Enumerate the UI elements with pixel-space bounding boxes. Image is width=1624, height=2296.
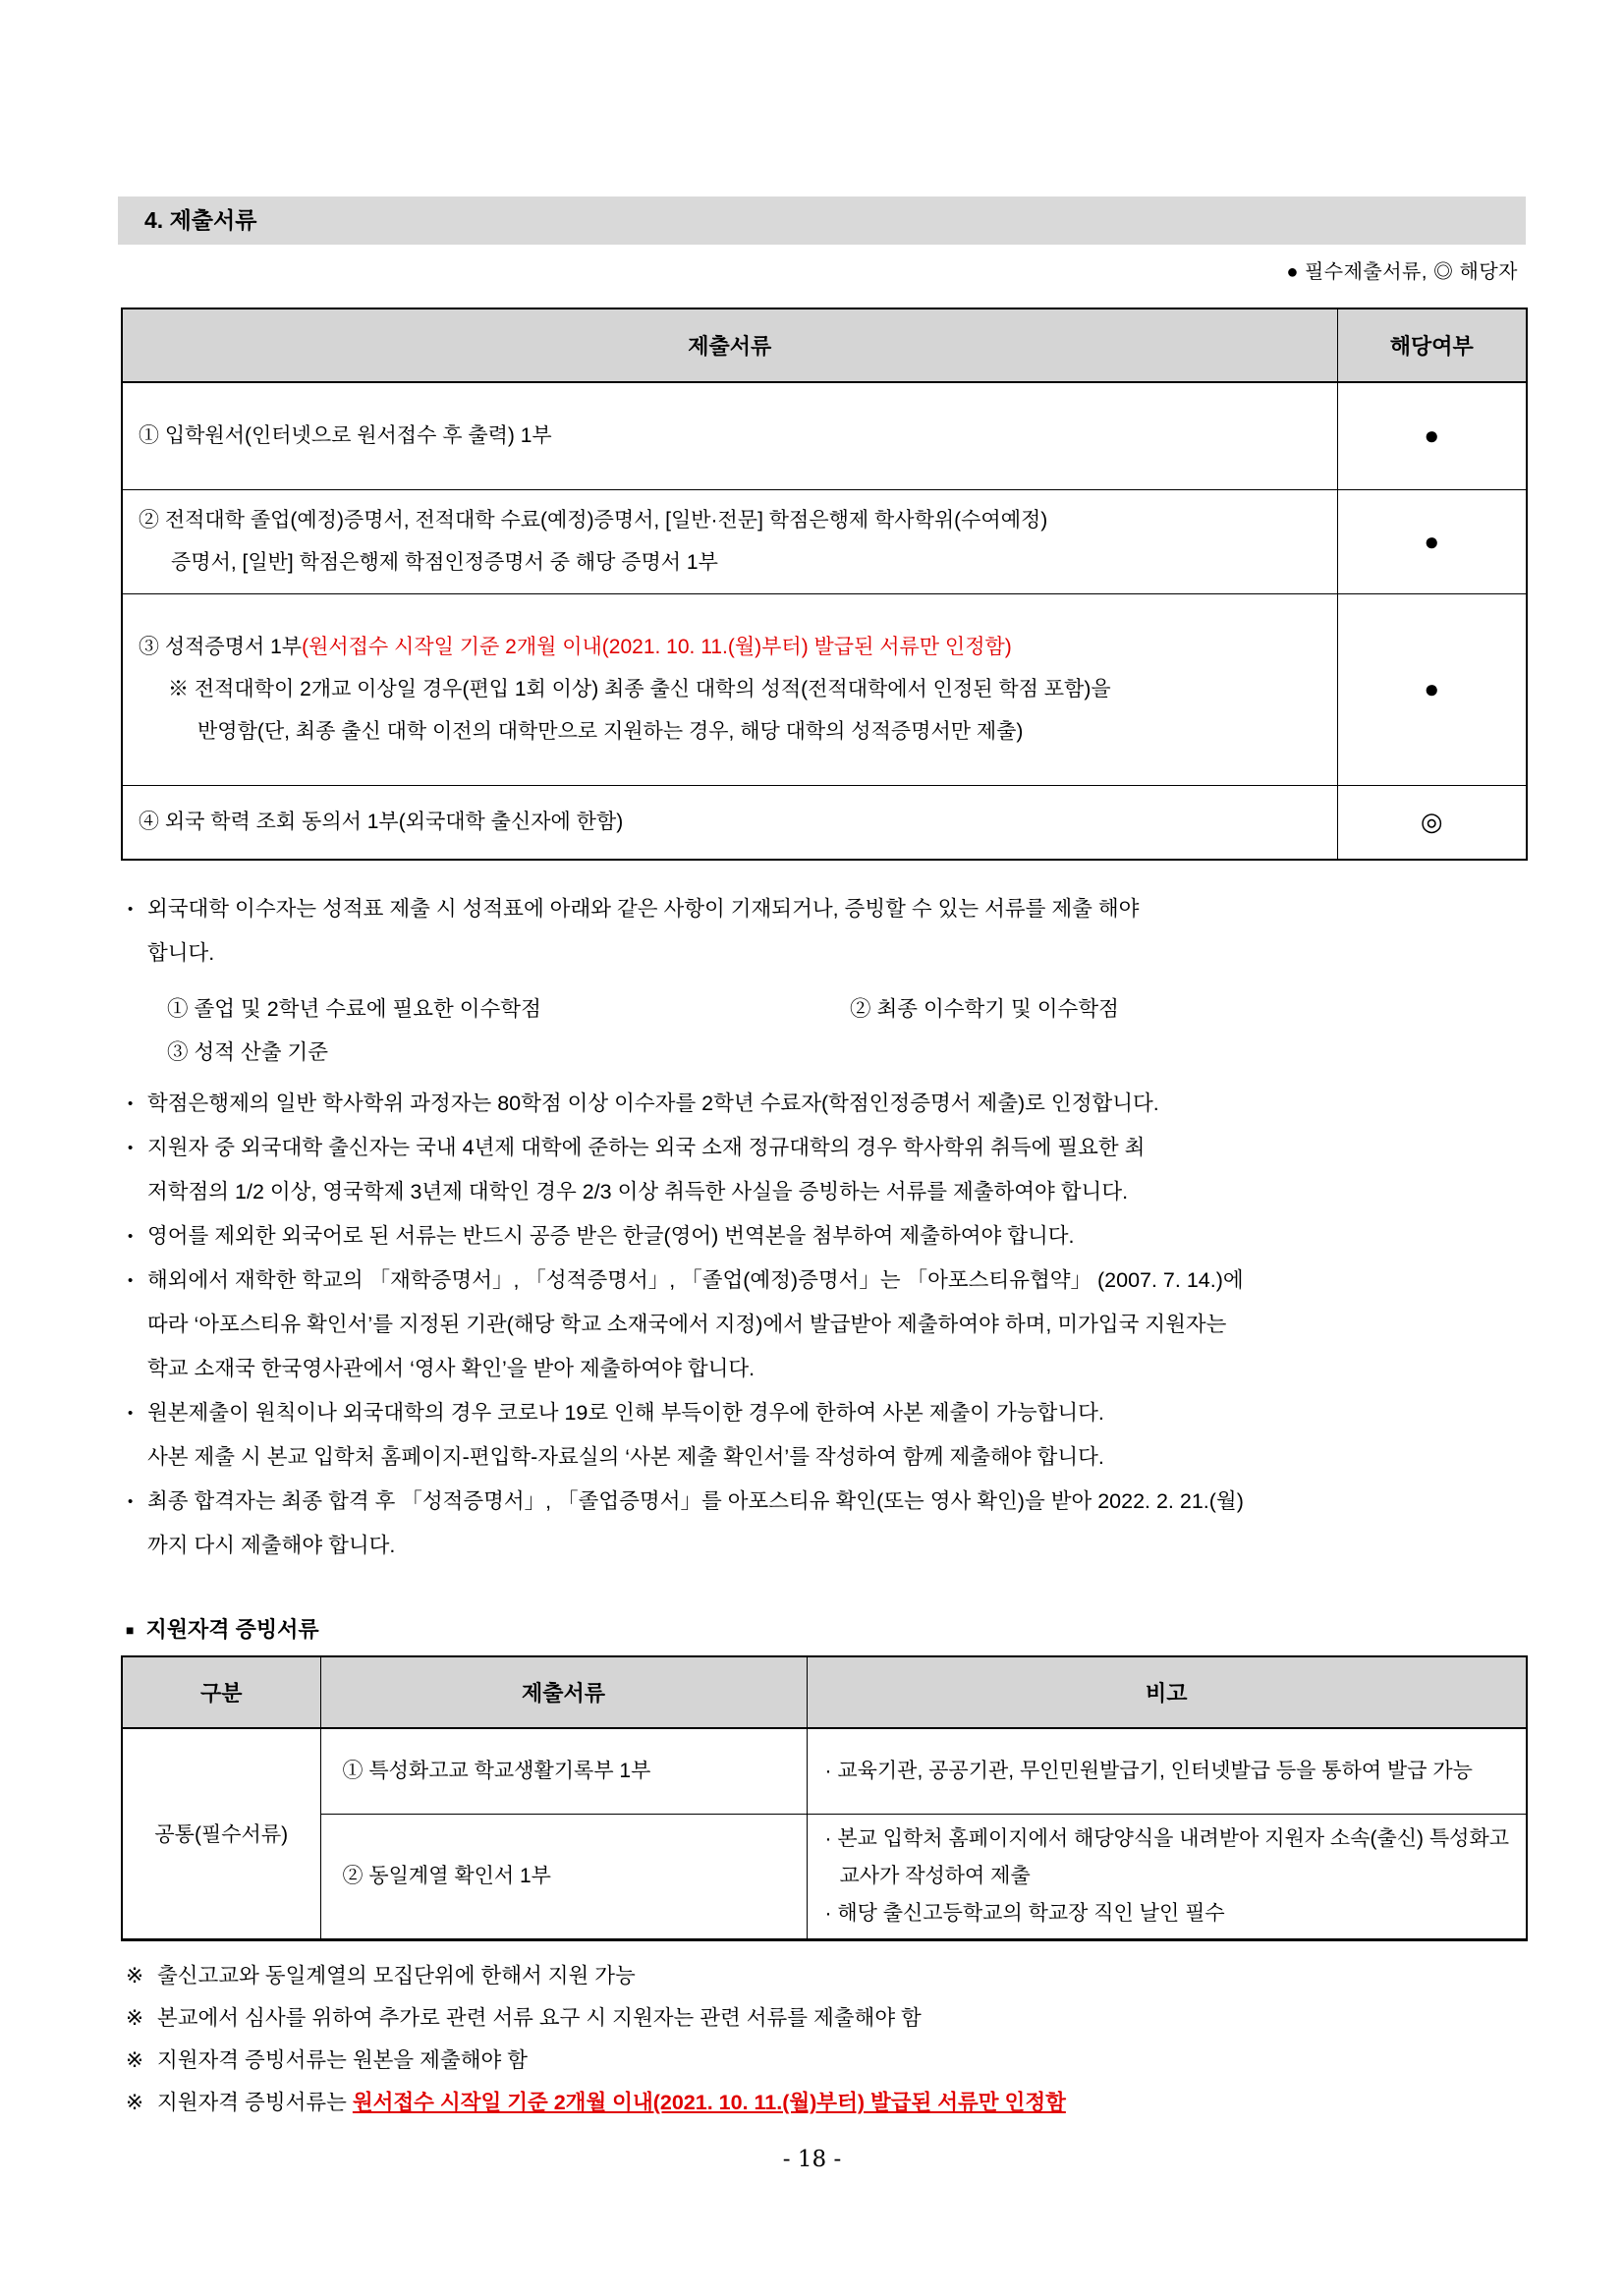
applicable-cell [1337,593,1527,785]
sub-item-row [167,987,1540,1031]
doc-cell [122,489,1337,593]
section2-heading [126,1613,319,1644]
list-item [126,1082,1540,1126]
doc-text [139,626,1321,668]
footnote-list [126,1955,1531,2124]
bullet-text: 학점은행제의 일반 학사학위 과정자는 80학점 이상 이수자를 2학년 수료자(학점인정증명서 제출)로 인정합니다. [147,1092,1159,1115]
legend-text: ● 필수제출서류, ◎ 해당자 [1286,261,1518,283]
doc-cell [122,382,1337,489]
table-row [122,382,1527,489]
list-item [126,1126,1540,1214]
remark-text: · 해당 출신고등학교의 학교장 직인 날인 필수 [824,1901,1225,1925]
bullet-icon: • [128,1405,134,1422]
table-row [122,1728,1527,1814]
submission-documents-table [121,308,1528,861]
bullet-icon: • [128,1095,134,1112]
group-cell: 공통(필수서류) [122,1728,320,1939]
remarks-cell [807,1814,1527,1939]
bullet-text: 최종 합격자는 최종 합격 후 「성적증명서」, 「졸업증명서」를 아포스티유 확인(또는 영사 확인)을 받아 2022. 2. 21.(월) [147,1489,1244,1513]
bullet-text: 지원자 중 외국대학 출신자는 국내 4년제 대학에 준하는 외국 소재 정규대학의 경우 학사학위 취득에 필요한 최 [147,1136,1146,1159]
doc-note: ※ 전적대학이 2개교 이상일 경우(편입 1회 이상) 최종 출신 대학의 성적(전적대학에서 인정된 학점 포함)을 [168,678,1111,700]
bullet-icon: • [128,901,134,918]
bullet-text: 까지 다시 제출해야 합니다. [147,1534,396,1557]
required-mark: ● [1424,526,1440,556]
doc-cell [122,785,1337,860]
doc-text: ① 입학원서(인터넷으로 원서접수 후 출력) 1부 [139,424,552,448]
bullet-text: 학교 소재국 한국영사관에서 ‘영사 확인’을 받아 제출하여야 합니다. [147,1357,756,1380]
doc-cell: ① 특성화고교 학교생활기록부 1부 [320,1728,807,1814]
bullet-text: 저학점의 1/2 이상, 영국학제 3년제 대학인 경우 2/3 이상 취득한 사실을 증빙하는 서류를 제출하여야 합니다. [147,1180,1129,1204]
sub-item: ③ 성적 산출 기준 [167,1040,329,1064]
bullet-icon: • [128,1228,134,1245]
list-item [126,1391,1540,1480]
footnote [126,1955,1531,1997]
footnote-text: 지원자격 증빙서류는 [157,2091,353,2114]
list-item [126,1259,1540,1391]
table2-header-category: 구분 [122,1656,320,1728]
reference-mark-icon: ※ [126,1964,144,1988]
reference-mark-icon: ※ [126,2048,144,2072]
sub-item: ② 최종 이수학기 및 이수학점 [850,997,1119,1021]
doc-text: ② 전적대학 졸업(예정)증명서, 전적대학 수료(예정)증명서, [일반·전문] 학점은행제 학사학위(수여예정) [139,509,1048,532]
notes-bullet-list [126,887,1540,1568]
doc-text-red: (원서접수 시작일 기준 2개월 이내(2021. 10. 11.(월)부터) 발급된 서류만 인정함) [302,636,1012,658]
doc-cell [122,593,1337,785]
bullet-text: 영어를 제외한 외국어로 된 서류는 반드시 공증 받은 한글(영어) 번역본을 첨부하여 제출하여야 합니다. [147,1224,1075,1248]
bullet-text: 합니다. [147,941,215,965]
required-mark: ● [1424,420,1440,451]
doc-text-black: ③ 성적증명서 1부 [139,636,303,658]
list-item [126,887,1540,976]
bullet-icon: • [128,1272,134,1289]
table-row [122,593,1527,785]
section2-title: 지원자격 증빙서류 [145,1617,319,1642]
doc-text: ④ 외국 학력 조회 동의서 1부(외국대학 출신자에 한함) [139,811,624,834]
page-number: - 18 - [782,2147,842,2172]
list-item [126,1214,1540,1259]
sub-item-list [126,987,1540,1074]
remarks-cell [807,1728,1527,1814]
bullet-text: 따라 ‘아포스티유 확인서’를 지정된 기관(해당 학교 소재국에서 지정)에서 발급받아 제출하여야 하며, 미가입국 지원자는 [147,1313,1227,1336]
footnote-text: 지원자격 증빙서류는 원본을 제출해야 함 [157,2048,528,2072]
required-mark: ● [1424,674,1440,703]
list-item [126,1480,1540,1568]
applicable-cell [1337,489,1527,593]
remark-text: · 교육기관, 공공기관, 무인민원발급기, 인터넷발급 등을 통하여 발급 가능 [824,1759,1473,1782]
qualification-documents-table [121,1655,1528,1941]
bullet-text: 사본 제출 시 본교 입학처 홈페이지-편입학-자료실의 ‘사본 제출 확인서’를 작성하여 함께 제출해야 합니다. [147,1445,1104,1469]
table1-header-documents: 제출서류 [122,308,1337,382]
bullet-text: 외국대학 이수자는 성적표 제출 시 성적표에 아래와 같은 사항이 기재되거나, 증빙할 수 있는 서류를 제출 해야 [147,897,1140,921]
section-header-text: 4. 제출서류 [144,207,257,233]
table-row [122,1814,1527,1939]
square-bullet-icon: ■ [126,1622,135,1638]
table1-header-applicable: 해당여부 [1337,308,1527,382]
table-row [122,489,1527,593]
table2-header-documents: 제출서류 [320,1656,807,1728]
footnote [126,2082,1531,2124]
reference-mark-icon: ※ [126,2006,144,2030]
applicable-cell [1337,382,1527,489]
sub-item: ① 졸업 및 2학년 수료에 필요한 이수학점 [167,997,541,1021]
table-header-row [122,1656,1527,1728]
bullet-icon: • [128,1140,134,1156]
table-header-row [122,308,1527,382]
applicable-cell [1337,785,1527,860]
footnote [126,1997,1531,2040]
bullet-text: 원본제출이 원칙이나 외국대학의 경우 코로나 19로 인해 부득이한 경우에 한하여 사본 제출이 가능합니다. [147,1401,1104,1425]
reference-mark-icon: ※ [126,2091,144,2114]
bullet-text: 해외에서 재학한 학교의 「재학증명서」, 「성적증명서」, 「졸업(예정)증명서」는 「아포스티유협약」 (2007. 7. 14.)에 [147,1268,1244,1292]
footnote-text-red: 원서접수 시작일 기준 2개월 이내(2021. 10. 11.(월)부터) 발급된 서류만 인정함 [352,2091,1066,2114]
conditional-mark: ◎ [1420,807,1443,837]
doc-note: 반영함(단, 최종 출신 대학 이전의 대학만으로 지원하는 경우, 해당 대학의 성적증명서만 제출) [197,720,1024,743]
bullet-icon: • [128,1493,134,1510]
doc-cell: ② 동일계열 확인서 1부 [320,1814,807,1939]
table-row [122,785,1527,860]
table2-header-remarks: 비고 [807,1656,1527,1728]
footnote-text: 출신고교와 동일계열의 모집단위에 한해서 지원 가능 [157,1964,636,1988]
doc-text: 증명서, [일반] 학점은행제 학점인정증명서 중 해당 증명서 1부 [171,551,718,574]
remark-text: · 본교 입학처 홈페이지에서 해당양식을 내려받아 지원자 소속(출신) 특성화고 교사가 작성하여 제출 [824,1826,1510,1887]
footnote-text: 본교에서 심사를 위하여 추가로 관련 서류 요구 시 지원자는 관련 서류를 제출해야 함 [157,2006,922,2030]
footnote [126,2040,1531,2082]
sub-item-row [167,1031,1540,1074]
section-header-bar [118,196,1526,245]
